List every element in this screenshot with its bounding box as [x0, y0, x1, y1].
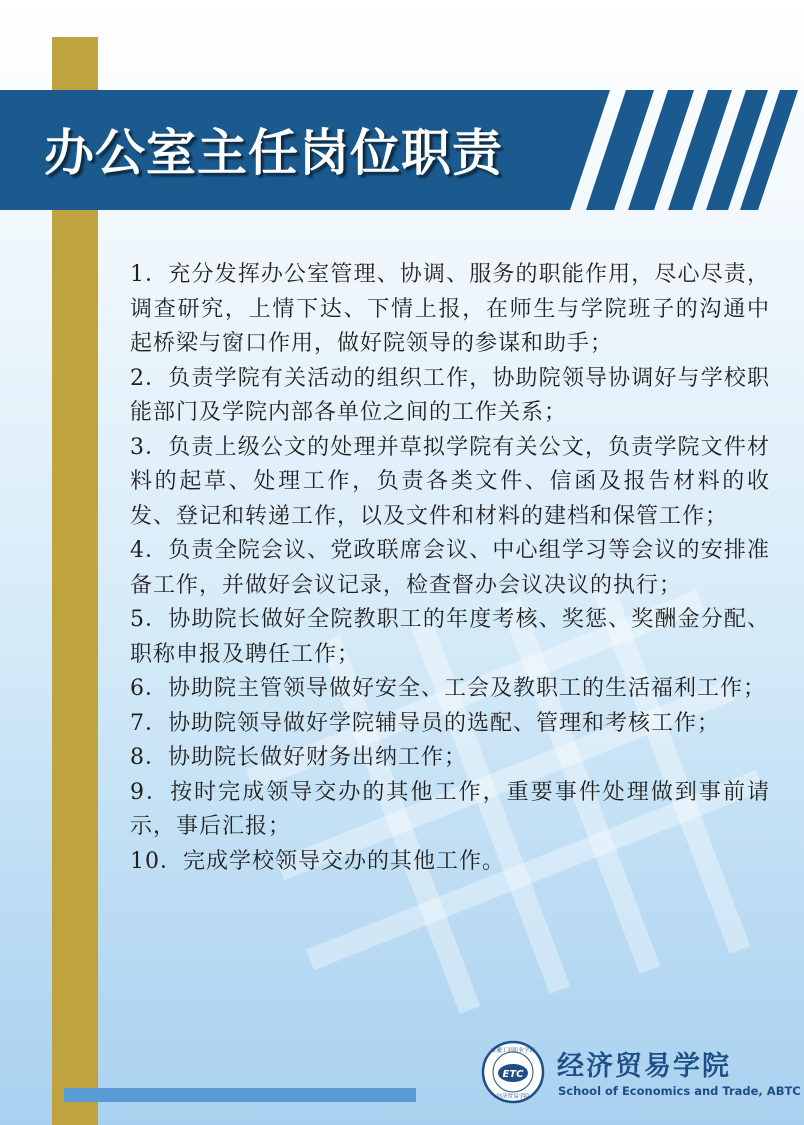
page-title: 办公室主任岗位职责	[44, 124, 503, 182]
duty-item: 9．按时完成领导交办的其他工作，重要事件处理做到事前请示，事后汇报；	[130, 779, 770, 839]
duty-item: 5．协助院长做好全院教职工的年度考核、奖惩、奖酬金分配、职称申报及聘任工作；	[130, 607, 770, 667]
school-name-en: School of Economics and Trade, ABTC	[558, 1084, 801, 1098]
duty-item: 3．负责上级公文的处理并草拟学院有关公文，负责学院文件材料的起草、处理工作，负责各类文件、信函及报告材料的收发、登记和转递工作，以及文件和材料的建档和保管工作；	[130, 434, 770, 529]
duty-item: 1．充分发挥办公室管理、协调、服务的职能作用，尽心尽责，调查研究，上情下达、下情上报，在师生与学院班子的沟通中起桥梁与窗口作用，做好院领导的参谋和助手；	[130, 262, 770, 356]
duty-item: 4．负责全院会议、党政联席会议、中心组学习等会议的安排准备工作，并做好会议记录，检查督办会议决议的执行；	[130, 538, 770, 598]
duty-item: 6．协助院主管领导做好安全、工会及教职工的生活福利工作；	[130, 676, 766, 701]
duty-item: 7．协助院领导做好学院辅导员的选配、管理和考核工作；	[130, 710, 720, 736]
bottom-accent-line	[64, 1088, 416, 1102]
svg-text:经济贸易学院: 经济贸易学院	[496, 1094, 530, 1100]
school-name-cn: 经济贸易学院	[557, 1051, 731, 1082]
duty-item: 2．负责学院有关活动的组织工作，协助院领导协调好与学校职能部门及学院内部各单位之间的工作关系；	[130, 365, 770, 425]
svg-text:ETC: ETC	[502, 1069, 524, 1080]
school-logo	[480, 1040, 801, 1104]
school-seal-icon	[480, 1040, 546, 1104]
duty-list	[130, 258, 770, 879]
svg-text:安徽工商职业学院: 安徽工商职业学院	[490, 1048, 536, 1054]
duty-item: 8．协助院长做好财务出纳工作；	[130, 745, 467, 770]
duty-item: 10．完成学校领导交办的其他工作。	[130, 848, 505, 874]
